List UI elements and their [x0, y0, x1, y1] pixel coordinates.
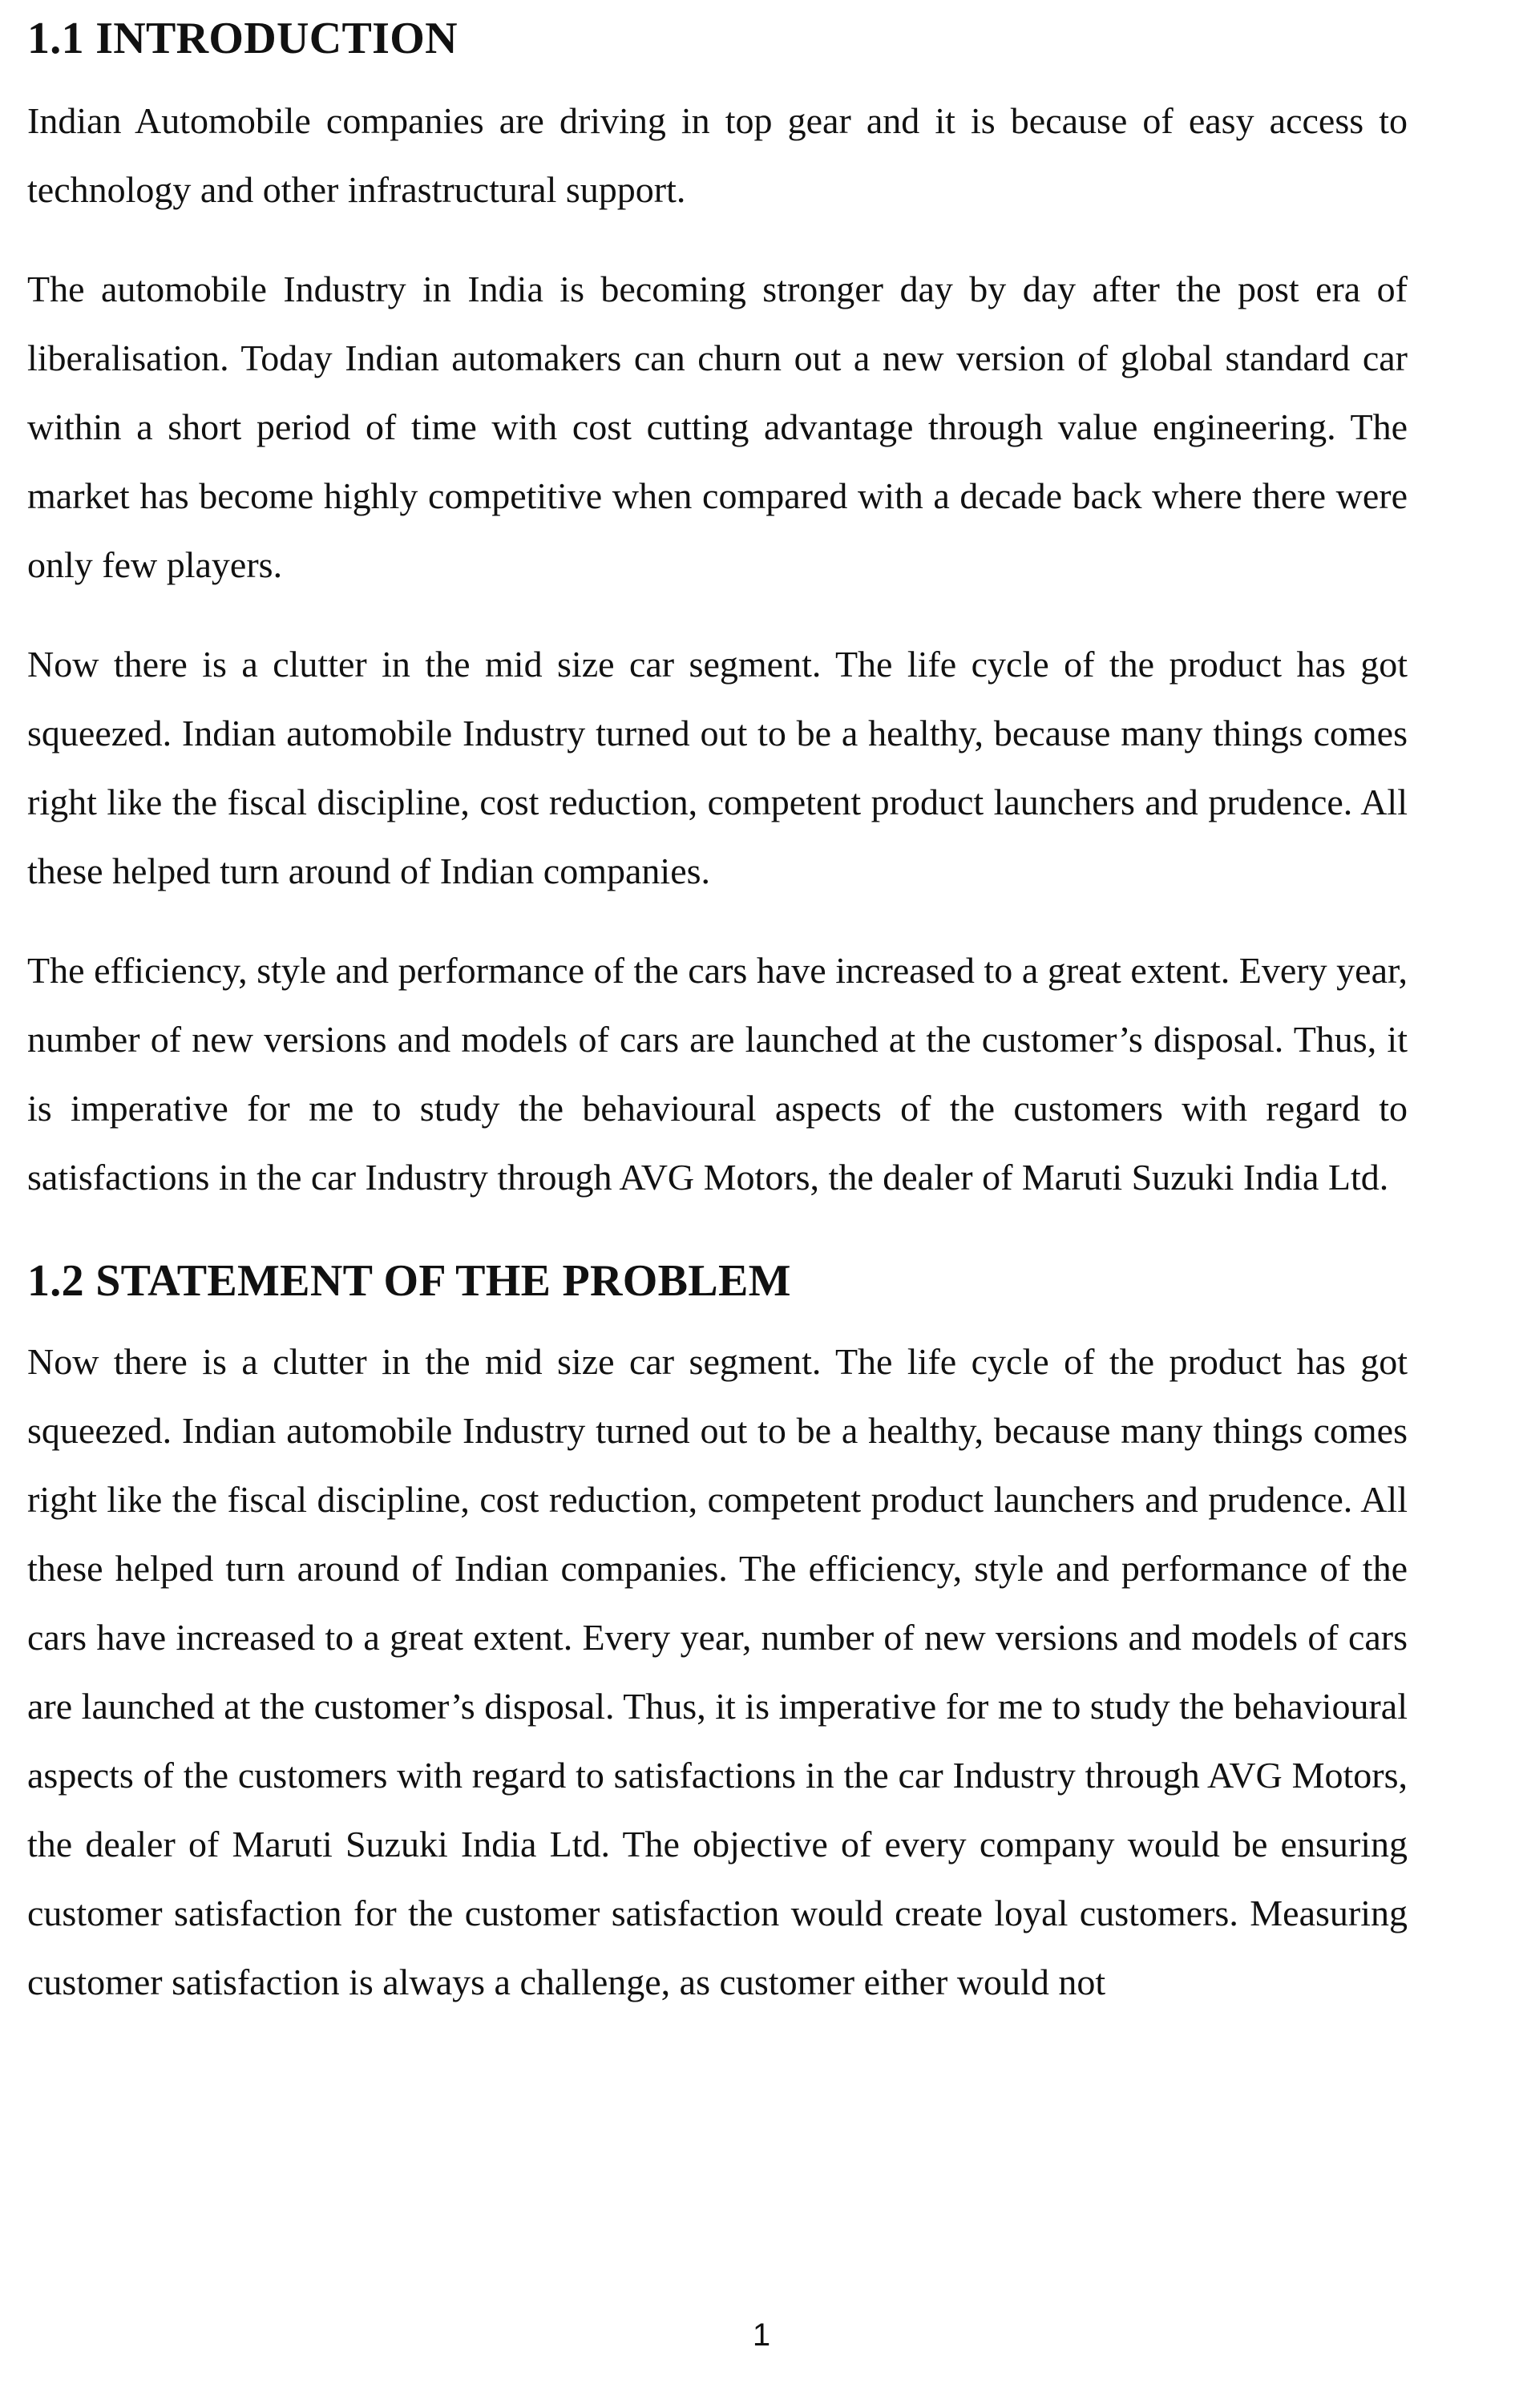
section-heading-introduction: 1.1 INTRODUCTION — [27, 14, 458, 63]
paragraph: Now there is a clutter in the mid size car segment. The life cycle of the product has got squeezed. Indian automobile Industry turned out to be a healthy, because many things comes right like the fiscal discipline, cost reduction, competent product launchers and prudence. All these helped turn around of Indian companies. — [27, 644, 1408, 891]
paragraph: Now there is a clutter in the mid size car segment. The life cycle of the product has got squeezed. Indian automobile Industry turned out to be a healthy, because many things comes right like the fiscal discipline, cost reduction, competent product launchers and prudence. All these helped turn around of Indian companies. The efficiency, style and performance of the cars have increased to a great extent. Every year, number of new versions and models of cars are launched at the customer’s disposal. Thus, it is imperative for me to study the behavioural aspects of the customers with regard to satisfactions in the car Industry through AVG Motors, the dealer of Maruti Suzuki India Ltd. The objective of every company would be ensuring customer satisfaction for the customer satisfaction would create loyal customers. Measuring customer satisfaction is always a challenge, as customer either would not — [27, 1341, 1408, 2002]
paragraph: The efficiency, style and performance of the cars have increased to a great extent. Every year, number of new versions and models of cars are launched at the customer’s disposal. Thus, it is imperative for me to study the behavioural aspects of the customers with regard to satisfactions in the car Industry through AVG Motors, the dealer of Maruti Suzuki India Ltd. — [27, 950, 1408, 1198]
paragraph: The automobile Industry in India is becoming stronger day by day after the post era of liberalisation. Today Indian automakers can churn out a new version of global standard car within a short period of time with cost cutting advantage through value engineering. The market has become highly competitive when compared with a decade back where there were only few players. — [27, 269, 1408, 585]
section-heading-statement-of-problem: 1.2 STATEMENT OF THE PROBLEM — [27, 1256, 791, 1306]
page-number: 1 — [752, 2317, 771, 2353]
page-content — [27, 0, 1408, 2017]
paragraph: Indian Automobile companies are driving in top gear and it is because of easy access to technology and other infrastructural support. — [27, 100, 1408, 210]
